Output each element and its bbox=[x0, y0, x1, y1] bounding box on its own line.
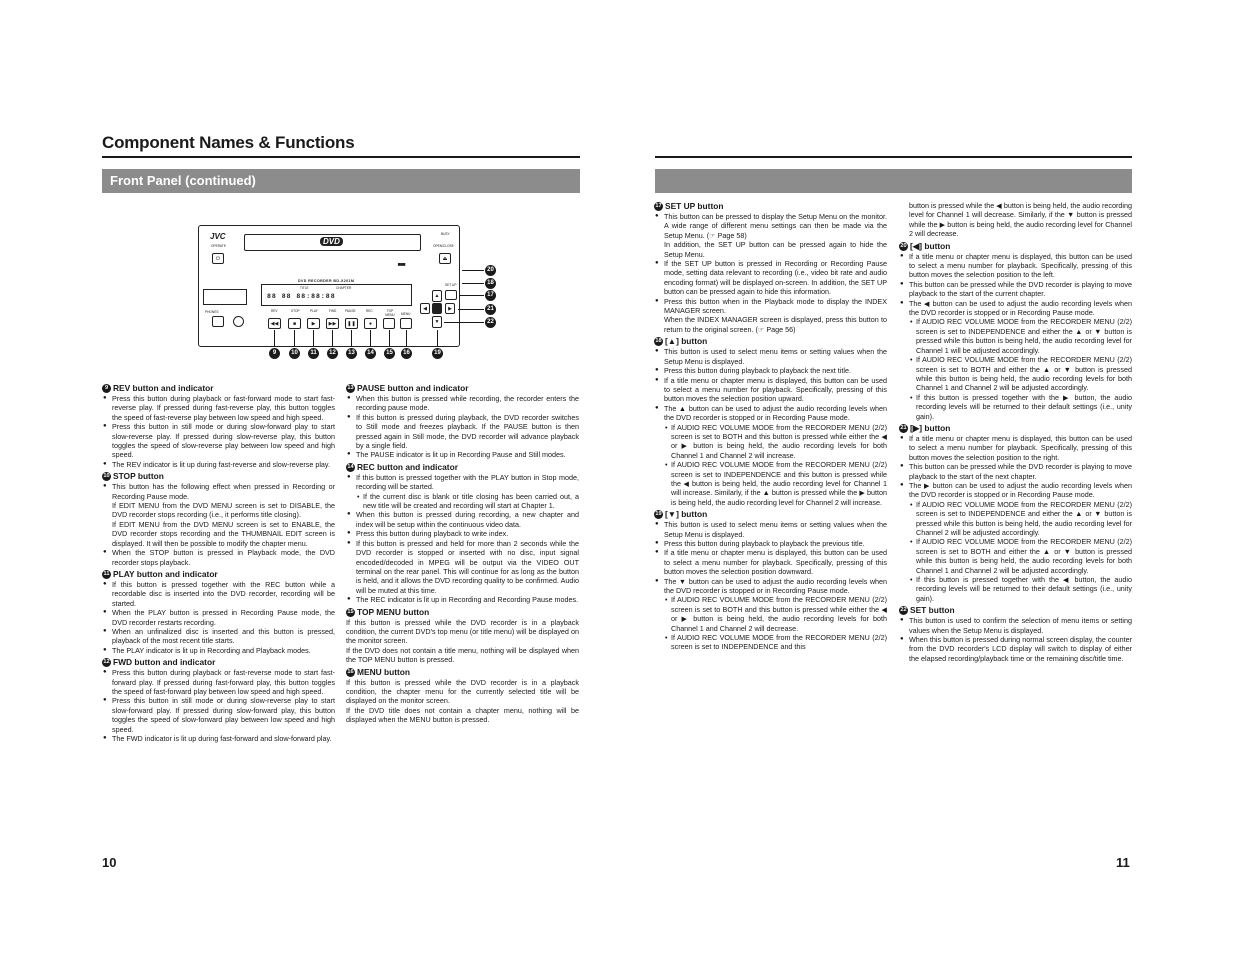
bullet-paragraph: ● Press this button in still mode or during slow-reverse play to start slow-forward play. If pressed during slow-forward play, this button toggles the speed of slow-forward play between low speed and high speed. bbox=[102, 696, 335, 734]
bullet-paragraph: ● If a title menu or chapter menu is displayed, this button can be used to select a menu number for playback. Specifically, pressing of this button moves the selection position downward. bbox=[654, 548, 887, 576]
stop-button bbox=[288, 318, 301, 329]
pause-button bbox=[345, 318, 358, 329]
section-number-badge: 12 bbox=[103, 659, 110, 666]
open-close-label: OPEN/CLOSE bbox=[433, 244, 454, 248]
bullet-paragraph: ● When the PLAY button is pressed in Recording Pause mode, the DVD recorder restarts recording. bbox=[102, 608, 335, 627]
top-menu-button bbox=[383, 318, 395, 329]
bullet-paragraph: ● When this button is pressed while recording, the recorder enters the recording pause mode. bbox=[346, 394, 579, 413]
section-heading bbox=[346, 667, 579, 678]
section bbox=[654, 201, 887, 334]
section-heading bbox=[346, 383, 579, 394]
section-heading bbox=[899, 423, 1132, 434]
menu-button bbox=[400, 318, 412, 329]
busy-label: BUSY bbox=[441, 232, 450, 236]
stop-label: STOP bbox=[291, 309, 300, 313]
section-number-badge: 18 bbox=[655, 338, 662, 345]
section-number-badge: 10 bbox=[103, 473, 110, 480]
section bbox=[899, 241, 1132, 421]
section bbox=[102, 657, 335, 743]
arrow-left-icon: ◀ bbox=[423, 305, 427, 312]
section-number-badge: 11 bbox=[103, 570, 110, 577]
play-button bbox=[307, 318, 320, 329]
callout-leader bbox=[462, 270, 484, 271]
callout-badge: 11 bbox=[308, 348, 319, 359]
lcd-title-label: TITLE bbox=[300, 286, 309, 290]
callout-badge: 10 bbox=[289, 348, 300, 359]
bullet-paragraph: ● When this button is pressed during normal screen display, the counter from the DVD recorder's LCD display will switch to display of either the elapsed recording/playback time or the remaining disc/title time. bbox=[899, 635, 1132, 663]
bullet-paragraph: ● Press this button in still mode or during slow-forward play to start slow-reverse play. If pressed during slow-reverse play, this button toggles the speed of slow-reverse play between low speed and high speed. bbox=[102, 422, 335, 460]
bullet-paragraph: ● If this button is pressed during playback, the DVD recorder switches to Still mode and freezes playback. If the PAUSE button is then pressed again in Still mode, the DVD recorder will advance playback by a single field. bbox=[346, 413, 579, 451]
bullet-paragraph: ● If this button is pressed and held for more than 2 seconds while the DVD recorder is stopped or inserted with no disc, input signal encoded/decoded in MPEG will be output via the VIDEO OUT terminal on the rear panel. This will continue for as long as the button is held, and it allows the DVD recording quality to be confirmed. Audio will be muted at this time. bbox=[346, 539, 579, 595]
paragraph: If EDIT MENU from the DVD MENU screen is set to DISABLE, the DVD recorder stops recording (i.e., it performs title closing). bbox=[112, 501, 335, 520]
section-title: [◀] button bbox=[910, 240, 951, 251]
sub-bullet-paragraph: • If AUDIO REC VOLUME MODE from the RECORDER MENU (2/2) screen is set to BOTH and this button is pressed while either the ◀ or ▶ button is being held, the audio recording levels for both Channel 1 and Channel 2 will increase. bbox=[654, 423, 887, 461]
callout-leader bbox=[462, 283, 484, 284]
section-number-badge: 17 bbox=[655, 203, 662, 209]
bullet-paragraph: ● Press this button during playback or fast-reverse mode to start fast-forward play. If pressed during fast-forward play, this button toggles the speed of fast-forward play between low speed and high speed. bbox=[102, 668, 335, 696]
bullet-paragraph: ● The ▶ button can be used to adjust the audio recording levels when the DVD recorder is stopped or in Recording Pause mode. bbox=[899, 481, 1132, 500]
bullet-paragraph: ● If this button is pressed together with the PLAY button in Stop mode, recording will be started. bbox=[346, 473, 579, 492]
bullet-paragraph: ● Press this button during playback to write index. bbox=[346, 529, 579, 538]
paragraph: If the DVD does not contain a title menu, nothing will be displayed when the TOP MENU button is pressed. bbox=[346, 645, 579, 665]
callout-badge: 20 bbox=[485, 265, 496, 276]
page-title: Component Names & Functions bbox=[102, 133, 355, 152]
bullet-paragraph: ● This button is used to select menu items or setting values when the Setup Menu is displayed. bbox=[654, 347, 887, 366]
rec-label: REC bbox=[366, 309, 373, 313]
section-title: [▲] button bbox=[665, 336, 708, 347]
callout-badge: 22 bbox=[485, 317, 496, 328]
section-heading bbox=[899, 241, 1132, 252]
section-heading bbox=[346, 462, 579, 473]
callout-leader bbox=[274, 330, 275, 347]
bullet-paragraph: ● When an unfinalized disc is inserted and this button is pressed, playback of the most recent title starts. bbox=[102, 627, 335, 646]
callout-leader bbox=[370, 330, 371, 347]
bullet-paragraph: ● If the SET UP button is pressed in Recording or Recording Pause mode, setting data relevant to recording (i.e., video bit rate and audio encoding format) will be displayed on-screen. In addition, the SET UP button can be pressed again to hide this information. bbox=[654, 259, 887, 297]
bullet-paragraph: ● This button is used to select menu items or setting values when the Setup Menu is displayed. bbox=[654, 520, 887, 539]
arrow-down-icon: ▼ bbox=[434, 319, 440, 325]
menu-label: MENU bbox=[401, 312, 411, 316]
setup-button bbox=[445, 290, 457, 300]
rev-button bbox=[268, 318, 281, 329]
fwd-button bbox=[326, 318, 339, 329]
callout-leader bbox=[313, 330, 314, 347]
pause-icon: ❚❚ bbox=[347, 320, 356, 327]
eject-button bbox=[439, 253, 451, 264]
sub-bullet-paragraph: • If AUDIO REC VOLUME MODE from the RECORDER MENU (2/2) screen is set to INDEPENDENCE and this button is pressed while the ◀ button is being held, the audio recording level for Channel 1 will increase. Similarly, if the ▲ button is pressed while the ▶ button is being held, the audio recording level for Channel 2 will increase. bbox=[654, 460, 887, 507]
callout-leader bbox=[294, 330, 295, 347]
sub-bullet-paragraph: • If this button is pressed together with the ◀ button, the audio recording levels will be returned to their default settings (i.e., unity gain). bbox=[899, 575, 1132, 603]
page-number-right: 11 bbox=[1116, 855, 1130, 870]
bullet-paragraph: ● The REC indicator is lit up in Recording and Recording Pause modes. bbox=[346, 595, 579, 604]
section-title: [▼] button bbox=[665, 509, 708, 520]
text-column-1 bbox=[102, 383, 335, 745]
section-number-badge: 14 bbox=[347, 463, 354, 470]
section-title: MENU button bbox=[357, 666, 411, 677]
section-heading bbox=[102, 569, 335, 580]
paragraph: In addition, the SET UP button can be pressed again to hide the Setup Menu. bbox=[664, 240, 887, 259]
section-number-badge: 13 bbox=[347, 385, 354, 391]
section-number-badge: 22 bbox=[900, 607, 907, 614]
section-number-badge: 15 bbox=[347, 608, 354, 615]
bullet-paragraph: ● The ▼ button can be used to adjust the audio recording levels when the DVD recorder is stopped or in Recording Pause mode. bbox=[654, 577, 887, 596]
power-label: OPERATE bbox=[211, 244, 226, 248]
text-column-2 bbox=[346, 383, 579, 727]
phones-label: PHONES bbox=[205, 310, 219, 314]
section-title: PLAY button and indicator bbox=[113, 568, 218, 579]
bullet-paragraph: ● The PAUSE indicator is lit up in Recording Pause and Still modes. bbox=[346, 450, 579, 459]
callout-leader bbox=[437, 330, 438, 347]
section-heading bbox=[102, 383, 335, 394]
callout-leader bbox=[389, 330, 390, 347]
rev-label: REV bbox=[271, 309, 278, 313]
model-label: DVD RECORDER BD-X201M bbox=[298, 279, 355, 283]
down-button bbox=[432, 316, 442, 328]
phones-level-knob bbox=[233, 316, 244, 327]
paragraph: If EDIT MENU from the DVD MENU screen is set to ENABLE, the DVD recorder stops recording and the THUMBNAIL EDIT screen is displayed. It will then be possible to modify the chapter menu. bbox=[112, 519, 335, 548]
bullet-paragraph: ● Press this button when in the Playback mode to display the INDEX MANAGER screen. bbox=[654, 297, 887, 316]
section-heading bbox=[899, 605, 1132, 616]
bullet-paragraph: ● The PLAY indicator is lit up in Recording and Playback modes. bbox=[102, 646, 335, 655]
callout-badge: 21 bbox=[485, 304, 496, 315]
paragraph: button is pressed while the ◀ button is being held, the audio recording level for Channel 1 will decrease. Similarly, if the ▼ button is pressed while the ▶ button is being held, the audio recording level for Channel 2 will decrease. bbox=[909, 201, 1132, 239]
callout-badge: 16 bbox=[401, 348, 412, 359]
set-button bbox=[432, 303, 442, 314]
left-button bbox=[420, 303, 430, 314]
bullet-paragraph: ● The ▲ button can be used to adjust the audio recording levels when the DVD recorder is stopped or in Recording Pause mode. bbox=[654, 404, 887, 423]
section-number-badge: 19 bbox=[655, 511, 662, 518]
bullet-paragraph: ● If a title menu or chapter menu is displayed, this button can be used to select a menu number for playback. Specifically, pressing of this button moves the selection position to the right. bbox=[899, 434, 1132, 462]
section bbox=[346, 462, 579, 605]
section-title: FWD button and indicator bbox=[113, 657, 216, 668]
sub-bullet-paragraph: • If AUDIO REC VOLUME MODE from the RECORDER MENU (2/2) screen is set to BOTH and this button is pressed while either the ◀ or ▶ button is being held, the audio recording levels for both Channel 1 and Channel 2 will decrease. bbox=[654, 595, 887, 633]
section-number-badge: 16 bbox=[347, 668, 354, 675]
section-heading bbox=[654, 336, 887, 347]
bullet-paragraph: ● Press this button during playback to playback the next title. bbox=[654, 366, 887, 375]
paragraph: If this button is pressed while the DVD recorder is in a playback condition, the chapter menu for the currently selected title will be displayed on the monitor screen. bbox=[346, 677, 579, 706]
bullet-paragraph: ● When the STOP button is pressed in Playback mode, the DVD recorder stops playback. bbox=[102, 548, 335, 567]
eject-icon: ⏏ bbox=[442, 255, 448, 262]
section-heading bbox=[102, 471, 335, 482]
fwd-label: FWD bbox=[329, 309, 337, 313]
text-column-4 bbox=[899, 201, 1132, 665]
section-number-badge: 20 bbox=[900, 242, 907, 249]
sub-bullet-paragraph: • If AUDIO REC VOLUME MODE from the RECORDER MENU (2/2) screen is set to INDEPENDENCE and either the ▲ or ▼ button is pressed while this button is being held, the audio recording level for Channel 2 will be adjusted accordingly. bbox=[899, 500, 1132, 538]
stop-icon: ■ bbox=[292, 320, 297, 327]
arrow-right-icon: ▶ bbox=[448, 305, 452, 312]
section bbox=[102, 569, 335, 655]
callout-badge: 12 bbox=[327, 348, 338, 359]
section bbox=[899, 201, 1132, 239]
title-rule-right bbox=[655, 156, 1132, 158]
section-heading bbox=[654, 201, 887, 212]
rewind-icon: ◀◀ bbox=[270, 320, 279, 327]
play-label: PLAY bbox=[310, 309, 318, 313]
power-button bbox=[212, 253, 224, 264]
bullet-paragraph: ● The ◀ button can be used to adjust the audio recording levels when the DVD recorder is stopped or in Recording Pause mode. bbox=[899, 299, 1132, 318]
section-title: STOP button bbox=[113, 471, 164, 482]
section bbox=[346, 667, 579, 725]
callout-badge: 9 bbox=[269, 348, 280, 359]
setup-label: SET UP bbox=[445, 283, 457, 287]
section-number-badge: 9 bbox=[102, 384, 111, 393]
callout-badge: 18 bbox=[485, 278, 496, 289]
bullet-paragraph: ● The REV indicator is lit up during fast-reverse and slow-reverse play. bbox=[102, 460, 335, 469]
bullet-paragraph: ● This button is used to confirm the selection of menu items or setting values when the Setup Menu is displayed. bbox=[899, 616, 1132, 635]
text-column-3 bbox=[654, 201, 887, 654]
bullet-paragraph: ● If a title menu or chapter menu is displayed, this button can be used to select a menu number for playback. Specifically, pressing of this button moves the selection position upward. bbox=[654, 376, 887, 404]
section bbox=[346, 383, 579, 460]
callout-leader bbox=[332, 330, 333, 347]
section-band-left: Front Panel (continued) bbox=[102, 169, 580, 193]
section-heading bbox=[102, 657, 335, 668]
lcd-chapter-label: CHAPTER bbox=[336, 286, 352, 290]
up-button bbox=[432, 290, 442, 302]
bullet-paragraph: ● This button can be pressed while the DVD recorder is playing to move playback to the start of the current chapter. bbox=[899, 280, 1132, 299]
callout-badge: 15 bbox=[384, 348, 395, 359]
audio-meter bbox=[203, 289, 247, 305]
section-title: REV button and indicator bbox=[113, 383, 214, 393]
sub-bullet-paragraph: • If AUDIO REC VOLUME MODE from the RECORDER MENU (2/2) screen is set to INDEPENDENCE and either the ▲ or ▼ button is pressed while this button is being held, the audio recording level for Channel 1 will be adjusted accordingly. bbox=[899, 317, 1132, 355]
section-title: SET UP button bbox=[665, 201, 724, 211]
callout-leader bbox=[459, 295, 484, 296]
paragraph: When the INDEX MANAGER screen is displayed, press this button to return to the original screen. (☞ Page 56) bbox=[664, 315, 887, 334]
section bbox=[899, 423, 1132, 603]
sub-bullet-paragraph: • If AUDIO REC VOLUME MODE from the RECORDER MENU (2/2) screen is set to BOTH and either the ▲ or ▼ button is pressed while this button is being held, the audio recording levels for both Channel 1 and Channel 2 will be adjusted accordingly. bbox=[899, 355, 1132, 393]
bullet-paragraph: ● This button has the following effect when pressed in Recording or Recording Pause mode. bbox=[102, 482, 335, 501]
callout-badge: 14 bbox=[365, 348, 376, 359]
section-title: REC button and indicator bbox=[357, 461, 458, 472]
section bbox=[102, 471, 335, 567]
right-button bbox=[445, 303, 455, 314]
callout-leader bbox=[406, 330, 407, 347]
section bbox=[654, 336, 887, 507]
section bbox=[654, 509, 887, 652]
bullet-paragraph: ● If a title menu or chapter menu is displayed, this button can be used to select a menu number for playback. Specifically, pressing of this button moves the selection position to the left. bbox=[899, 252, 1132, 280]
section-title: PAUSE button and indicator bbox=[357, 383, 469, 393]
title-rule-left bbox=[102, 156, 580, 158]
bullet-paragraph: ● If this button is pressed together with the REC button while a recordable disc is inserted into the DVD recorder, recording will be started. bbox=[102, 580, 335, 608]
play-icon: ▶ bbox=[311, 320, 316, 327]
bullet-paragraph: ● This button can be pressed to display the Setup Menu on the monitor. A wide range of different menu settings can then be made via the Setup Menu. (☞ Page 58) bbox=[654, 212, 887, 240]
sub-bullet-paragraph: • If AUDIO REC VOLUME MODE from the RECORDER MENU (2/2) screen is set to INDEPENDENCE and this bbox=[654, 633, 887, 652]
section-title: SET button bbox=[910, 605, 955, 616]
rec-button bbox=[364, 318, 377, 329]
bullet-paragraph: ● When this button is pressed during recording, a new chapter and index will be setup within the continuous video data. bbox=[346, 510, 579, 529]
lcd-digits: 88 88 88:88:88 bbox=[267, 293, 336, 300]
section-title: [▶] button bbox=[910, 422, 951, 433]
callout-leader bbox=[351, 330, 352, 347]
bullet-paragraph: ● Press this button during playback to playback the previous title. bbox=[654, 539, 887, 548]
pause-label: PAUSE bbox=[345, 309, 356, 313]
section-band-right bbox=[655, 169, 1132, 193]
dvd-logo: DVD bbox=[320, 237, 343, 246]
section-title: TOP MENU button bbox=[357, 606, 430, 617]
paragraph: If this button is pressed while the DVD recorder is in a playback condition, the current DVD's top menu (or title menu) will be displayed on the monitor screen. bbox=[346, 617, 579, 646]
page-number-left: 10 bbox=[102, 855, 117, 870]
phones-jack bbox=[212, 316, 224, 327]
bullet-paragraph: ● Press this button during playback or fast-forward mode to start fast-reverse play. If pressed during fast-reverse play, this button toggles the speed of fast-reverse play between low speed and high speed. bbox=[102, 394, 335, 422]
section bbox=[102, 383, 335, 469]
callout-badge: 17 bbox=[485, 290, 496, 301]
callout-leader bbox=[444, 322, 484, 323]
section bbox=[899, 605, 1132, 663]
section-heading bbox=[346, 607, 579, 618]
sub-bullet-paragraph: • If this button is pressed together with the ▶ button, the audio recording levels will be returned to their default settings (i.e., unity gain). bbox=[899, 393, 1132, 421]
section bbox=[346, 607, 579, 665]
small-logo: ▆▆▆ bbox=[398, 262, 406, 266]
fast-forward-icon: ▶▶ bbox=[328, 320, 337, 327]
top-menu-label: TOP MENU bbox=[385, 309, 395, 317]
arrow-up-icon: ▲ bbox=[434, 293, 440, 299]
record-icon: ● bbox=[368, 320, 373, 327]
bullet-paragraph: ● The FWD indicator is lit up during fast-forward and slow-forward play. bbox=[102, 734, 335, 743]
jvc-logo: JVC bbox=[210, 232, 226, 241]
power-icon: ⏻ bbox=[216, 255, 220, 262]
sub-bullet-paragraph: • If AUDIO REC VOLUME MODE from the RECORDER MENU (2/2) screen is set to BOTH and either the ▲ or ▼ button is pressed while this button is being held, the audio recording levels for both Channel 1 and Channel 2 will be adjusted accordingly. bbox=[899, 537, 1132, 575]
sub-bullet-paragraph: • If the current disc is blank or title closing has been carried out, a new title will be created and recording will start at Chapter 1. bbox=[346, 492, 579, 511]
callout-badge: 13 bbox=[346, 348, 357, 359]
callout-badge: 19 bbox=[432, 348, 443, 359]
bullet-paragraph: ● This button can be pressed while the DVD recorder is playing to move playback to the start of the next chapter. bbox=[899, 462, 1132, 481]
callout-leader bbox=[458, 309, 484, 310]
section-heading bbox=[654, 509, 887, 520]
paragraph: If the DVD title does not contain a chapter menu, nothing will be displayed when the MENU button is pressed. bbox=[346, 705, 579, 725]
section-number-badge: 21 bbox=[900, 424, 907, 431]
